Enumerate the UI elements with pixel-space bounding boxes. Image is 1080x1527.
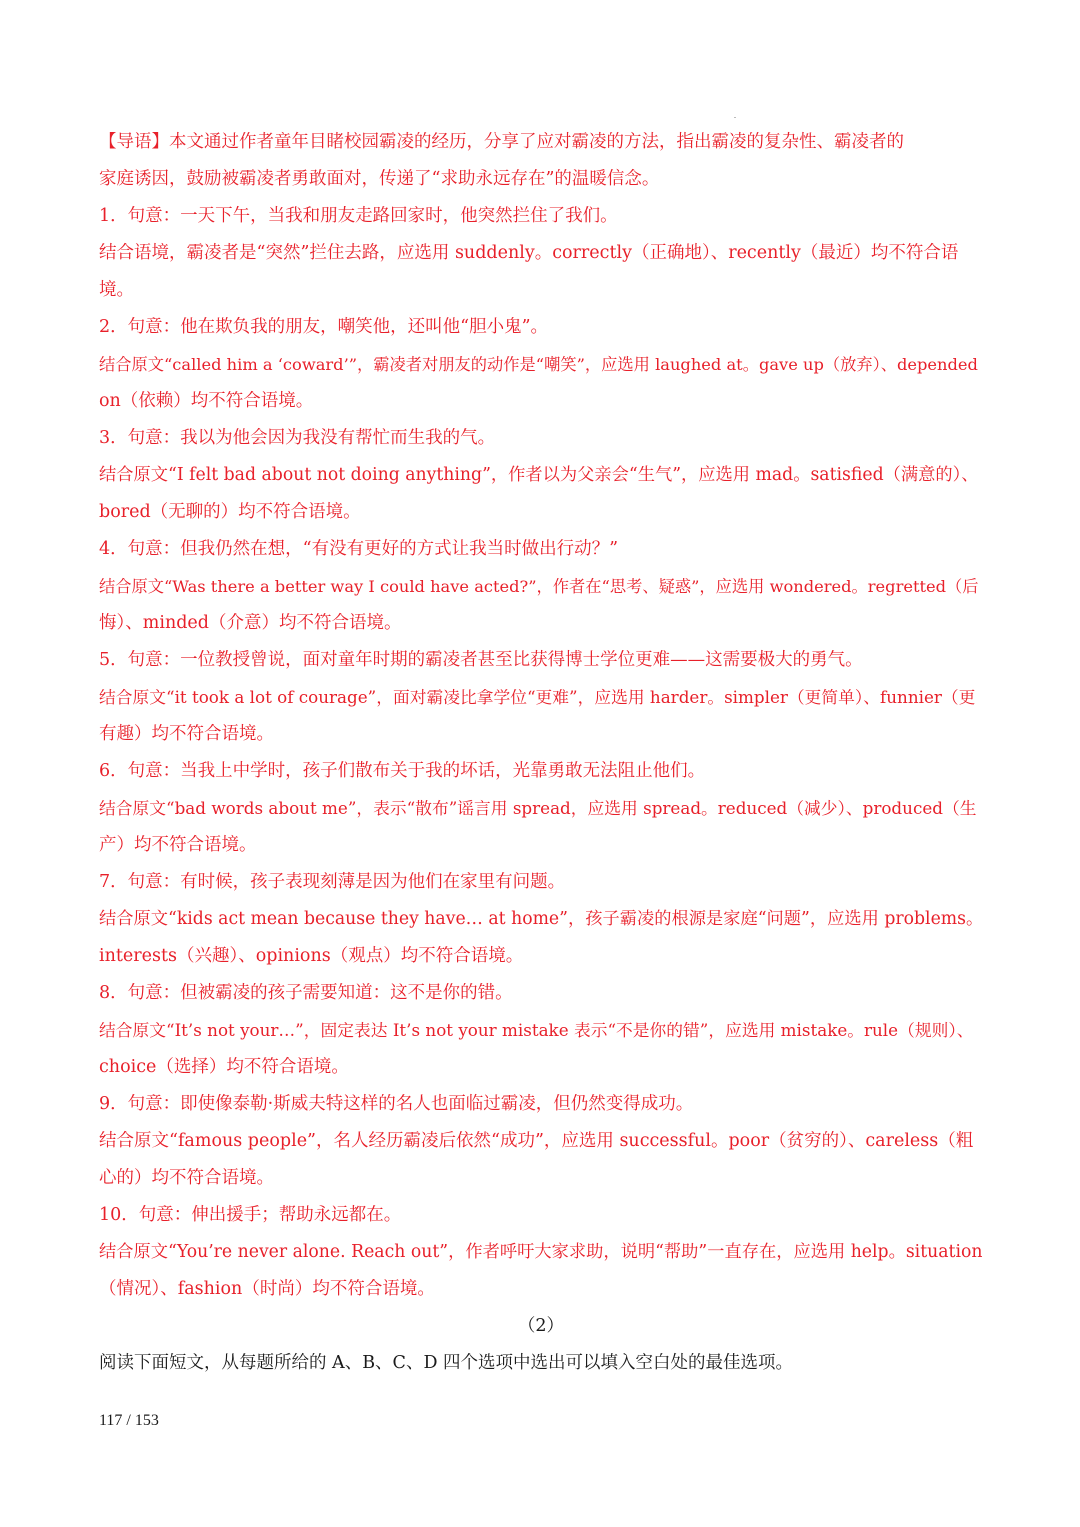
section-heading: （2） xyxy=(517,1316,565,1336)
explanation-line: 结合原文“famous people”，名人经历霸凌后依然“成功”，应选用 successful。poor（贫穷的）、careless（粗 xyxy=(99,1131,974,1151)
question-line: 4．句意：但我仍然在想，“有没有更好的方式让我当时做出行动？” xyxy=(99,539,619,559)
explanation-line: 有趣）均不符合语境。 xyxy=(99,724,274,744)
explanation-line: 心的）均不符合语境。 xyxy=(99,1168,274,1188)
explanation-line: interests（兴趣）、opinions（观点）均不符合语境。 xyxy=(99,946,524,966)
explanation-line: （情况）、fashion（时尚）均不符合语境。 xyxy=(99,1279,435,1299)
explanation-line: 悔）、minded（介意）均不符合语境。 xyxy=(99,613,402,633)
explanation-line: 结合原文“kids act mean because they have… at home”，孩子霸凌的根源是家庭“问题”，应选用 problems。 xyxy=(99,909,983,929)
instruction-line: 阅读下面短文，从每题所给的 A、B、C、D 四个选项中选出可以填入空白处的最佳选项。 xyxy=(99,1353,794,1373)
question-line: 1．句意：一天下午，当我和朋友走路回家时，他突然拦住了我们。 xyxy=(99,206,618,226)
question-line: 7．句意：有时候，孩子表现刻薄是因为他们在家里有问题。 xyxy=(99,872,566,892)
question-line: 9．句意：即使像泰勒·斯威夫特这样的名人也面临过霸凌，但仍然变得成功。 xyxy=(99,1094,694,1114)
page-number: 117 / 153 xyxy=(99,1412,159,1429)
explanation-line: 结合原文“It’s not your…”，固定表达 It’s not your mistake 表示“不是你的错”，应选用 mistake。rule（规则）、 xyxy=(99,1020,974,1040)
explanation-line: 产）均不符合语境。 xyxy=(99,835,257,855)
question-line: 10．句意：伸出援手；帮助永远都在。 xyxy=(99,1205,402,1225)
answer-explanation-text xyxy=(99,124,983,1382)
explanation-line: 结合原文“called him a ‘coward’”，霸凌者对朋友的动作是“嘲笑”，应选用 laughed at。gave up（放弃）、depended xyxy=(99,355,978,374)
explanation-line: on（依赖）均不符合语境。 xyxy=(99,391,314,411)
intro-line: 家庭诱因，鼓励被霸凌者勇敢面对，传递了“求助永远存在”的温暖信念。 xyxy=(99,169,660,189)
explanation-line: choice（选择）均不符合语境。 xyxy=(99,1057,349,1077)
question-line: 6．句意：当我上中学时，孩子们散布关于我的坏话，光靠勇敢无法阻止他们。 xyxy=(99,761,706,781)
intro-line: 【导语】本文通过作者童年目睹校园霸凌的经历，分享了应对霸凌的方法，指出霸凌的复杂性、霸凌者的 xyxy=(99,132,904,152)
explanation-line: 结合语境，霸凌者是“突然”拦住去路，应选用 suddenly。correctly（正确地）、recently（最近）均不符合语 xyxy=(99,243,959,263)
question-line: 2．句意：他在欺负我的朋友，嘲笑他，还叫他“胆小鬼”。 xyxy=(99,317,549,337)
scan-speck xyxy=(734,117,736,118)
explanation-line: bored（无聊的）均不符合语境。 xyxy=(99,502,361,522)
explanation-line: 结合原文“I felt bad about not doing anything”，作者以为父亲会“生气”，应选用 mad。satisfied（满意的）、 xyxy=(99,465,979,485)
explanation-line: 结合原文“bad words about me”，表示“散布”谣言用 spread，应选用 spread。reduced（减少）、produced（生 xyxy=(99,798,977,818)
explanation-line: 结合原文“You’re never alone. Reach out”，作者呼吁大家求助，说明“帮助”一直存在，应选用 help。situation xyxy=(99,1242,983,1262)
question-line: 5．句意：一位教授曾说，面对童年时期的霸凌者甚至比获得博士学位更难——这需要极大的勇气。 xyxy=(99,650,863,670)
question-line: 8．句意：但被霸凌的孩子需要知道：这不是你的错。 xyxy=(99,983,513,1003)
question-line: 3．句意：我以为他会因为我没有帮忙而生我的气。 xyxy=(99,428,496,448)
explanation-line: 结合原文“it took a lot of courage”，面对霸凌比拿学位“更难”，应选用 harder。simpler（更简单）、funnier（更 xyxy=(99,687,976,707)
explanation-line: 结合原文“Was there a better way I could have acted?”，作者在“思考、疑惑”，应选用 wondered。regretted（后 xyxy=(99,577,979,596)
explanation-line: 境。 xyxy=(99,280,134,300)
